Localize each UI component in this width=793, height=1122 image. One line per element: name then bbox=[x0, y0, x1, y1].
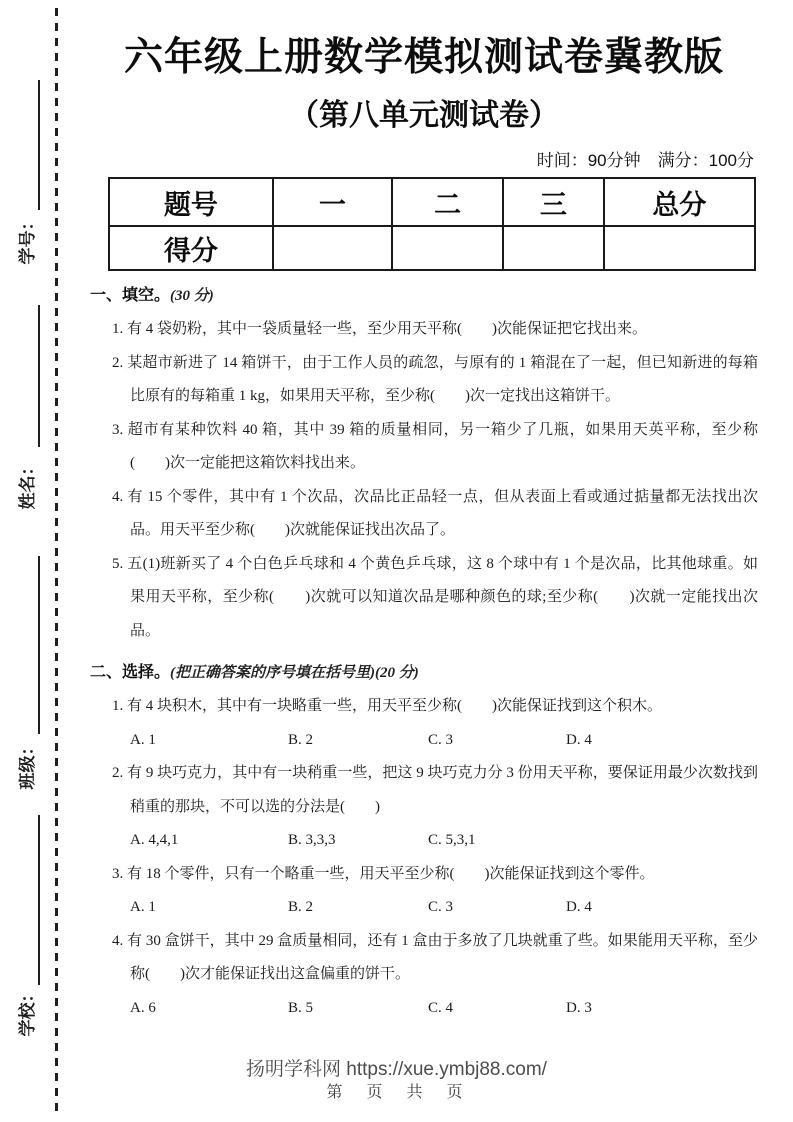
school-label: 学校： bbox=[18, 985, 37, 1037]
option-b: B. 3,3,3 bbox=[288, 832, 336, 848]
s2-question-1-options bbox=[90, 724, 758, 758]
score-cell bbox=[604, 226, 755, 270]
section-2-heading bbox=[90, 656, 758, 690]
name-blank-line bbox=[38, 305, 40, 447]
option-b: B. 2 bbox=[288, 899, 314, 915]
option-b: B. 5 bbox=[288, 999, 314, 1016]
name-label: 姓名： bbox=[18, 458, 37, 510]
s1-question-1: 1. 有 4 袋奶粉，其中一袋质量轻一些，至少用天平称( )次能保证把它找出来。 bbox=[112, 321, 647, 337]
score-cell bbox=[503, 226, 604, 270]
footer-page-number: 第 页 共 页 bbox=[326, 1084, 467, 1101]
option-b: B. 2 bbox=[288, 731, 314, 748]
s2-question-2: 2. 有 9 块巧克力，其中有一块稍重一些，把这 9 块巧克力分 3 份用天平称，要保证用最少次数找到稍重的那块，不可以选的分法是( ) bbox=[112, 765, 758, 815]
paper-title: 六年级上册数学模拟测试卷冀教版 bbox=[123, 36, 724, 79]
option-c: C. 4 bbox=[428, 999, 454, 1016]
student-id-label: 学号： bbox=[18, 213, 37, 265]
score-table-header-cell: 总分 bbox=[604, 178, 755, 226]
class-blank-line bbox=[38, 556, 40, 734]
paper-content bbox=[90, 0, 758, 1025]
school-blank-line bbox=[38, 815, 40, 985]
option-a: A. 1 bbox=[130, 899, 156, 915]
score-table-header-row bbox=[109, 178, 755, 226]
student-id-blank-line bbox=[38, 80, 40, 210]
score-table-score-row bbox=[109, 226, 755, 270]
paper-subtitle: （第八单元测试卷） bbox=[289, 99, 559, 132]
score-table-header-cell: 题号 bbox=[109, 178, 273, 226]
score-table bbox=[108, 177, 756, 271]
option-a: A. 1 bbox=[130, 731, 156, 748]
s1-question-3: 3. 超市有某种饮料 40 箱，其中 39 箱的质量相同，另一箱少了几瓶，如果用天英平称，至少称( )次一定能把这箱饮料找出来。 bbox=[112, 421, 758, 471]
s1-question-5: 5. 五(1)班新买了 4 个白色乒乓球和 4 个黄色乒乓球，这 8 个球中有 1 个是次品，比其他球重。如果用天平称，至少称( )次就可以知道次品是哪种颜色的球;至少称( )次就一定能找出次品。 bbox=[112, 555, 758, 639]
section-2-heading-main: 二、选择。 bbox=[90, 664, 171, 681]
option-c: C. 5,3,1 bbox=[428, 832, 476, 848]
student-info-margin bbox=[0, 0, 70, 1122]
option-d-empty bbox=[566, 824, 758, 858]
score-table-header-cell: 三 bbox=[503, 178, 604, 226]
score-table-header-cell: 一 bbox=[273, 178, 393, 226]
s1-question-4: 4. 有 15 个零件，其中有 1 个次品，次品比正品轻一点，但从表面上看或通过掂量都无法找出次品。用天平至少称( )次就能保证找出次品了。 bbox=[112, 488, 758, 538]
section-1-heading bbox=[90, 279, 758, 313]
s2-question-1: 1. 有 4 块积木，其中有一块略重一些，用天平至少称( )次能保证找到这个积木。 bbox=[112, 698, 662, 714]
section-1-heading-note: (30 分) bbox=[170, 288, 214, 304]
page-footer bbox=[0, 1058, 793, 1104]
option-d: D. 3 bbox=[566, 999, 592, 1016]
option-c: C. 3 bbox=[428, 731, 454, 748]
score-cell bbox=[273, 226, 393, 270]
option-a: A. 4,4,1 bbox=[130, 832, 179, 848]
option-d: D. 4 bbox=[566, 899, 592, 915]
dashed-fold-line bbox=[55, 8, 58, 1112]
section-2-heading-note: (把正确答案的序号填在括号里)(20 分) bbox=[170, 665, 419, 681]
s1-question-2: 2. 某超市新进了 14 箱饼干，由于工作人员的疏忽，与原有的 1 箱混在了一起，但已知新进的每箱比原有的每箱重 1 kg，如果用天平称，至少称( )次一定找出这箱饼干。 bbox=[112, 354, 758, 404]
score-table-header-cell: 二 bbox=[392, 178, 502, 226]
score-row-label: 得分 bbox=[109, 226, 273, 270]
option-c: C. 3 bbox=[428, 899, 454, 915]
option-d: D. 4 bbox=[566, 731, 592, 748]
s2-question-4: 4. 有 30 盒饼干，其中 29 盒质量相同，还有 1 盒由于多放了几块就重了些。如果能用天平称，至少称( )次才能保证找出这盒偏重的饼干。 bbox=[112, 932, 758, 982]
footer-site-url: 扬明学科网 https://xue.ymbj88.com/ bbox=[246, 1059, 547, 1080]
score-cell bbox=[392, 226, 502, 270]
s2-question-3-options bbox=[90, 891, 758, 925]
option-a: A. 6 bbox=[130, 999, 156, 1016]
class-label: 班级： bbox=[18, 738, 37, 790]
time-score-info: 时间：90分钟 满分：100分 bbox=[536, 151, 754, 170]
section-1-heading-main: 一、填空。 bbox=[90, 287, 171, 304]
s2-question-2-options bbox=[90, 824, 758, 858]
s2-question-3: 3. 有 18 个零件，只有一个略重一些，用天平至少称( )次能保证找到这个零件。 bbox=[112, 865, 655, 882]
s2-question-4-options bbox=[90, 992, 758, 1026]
